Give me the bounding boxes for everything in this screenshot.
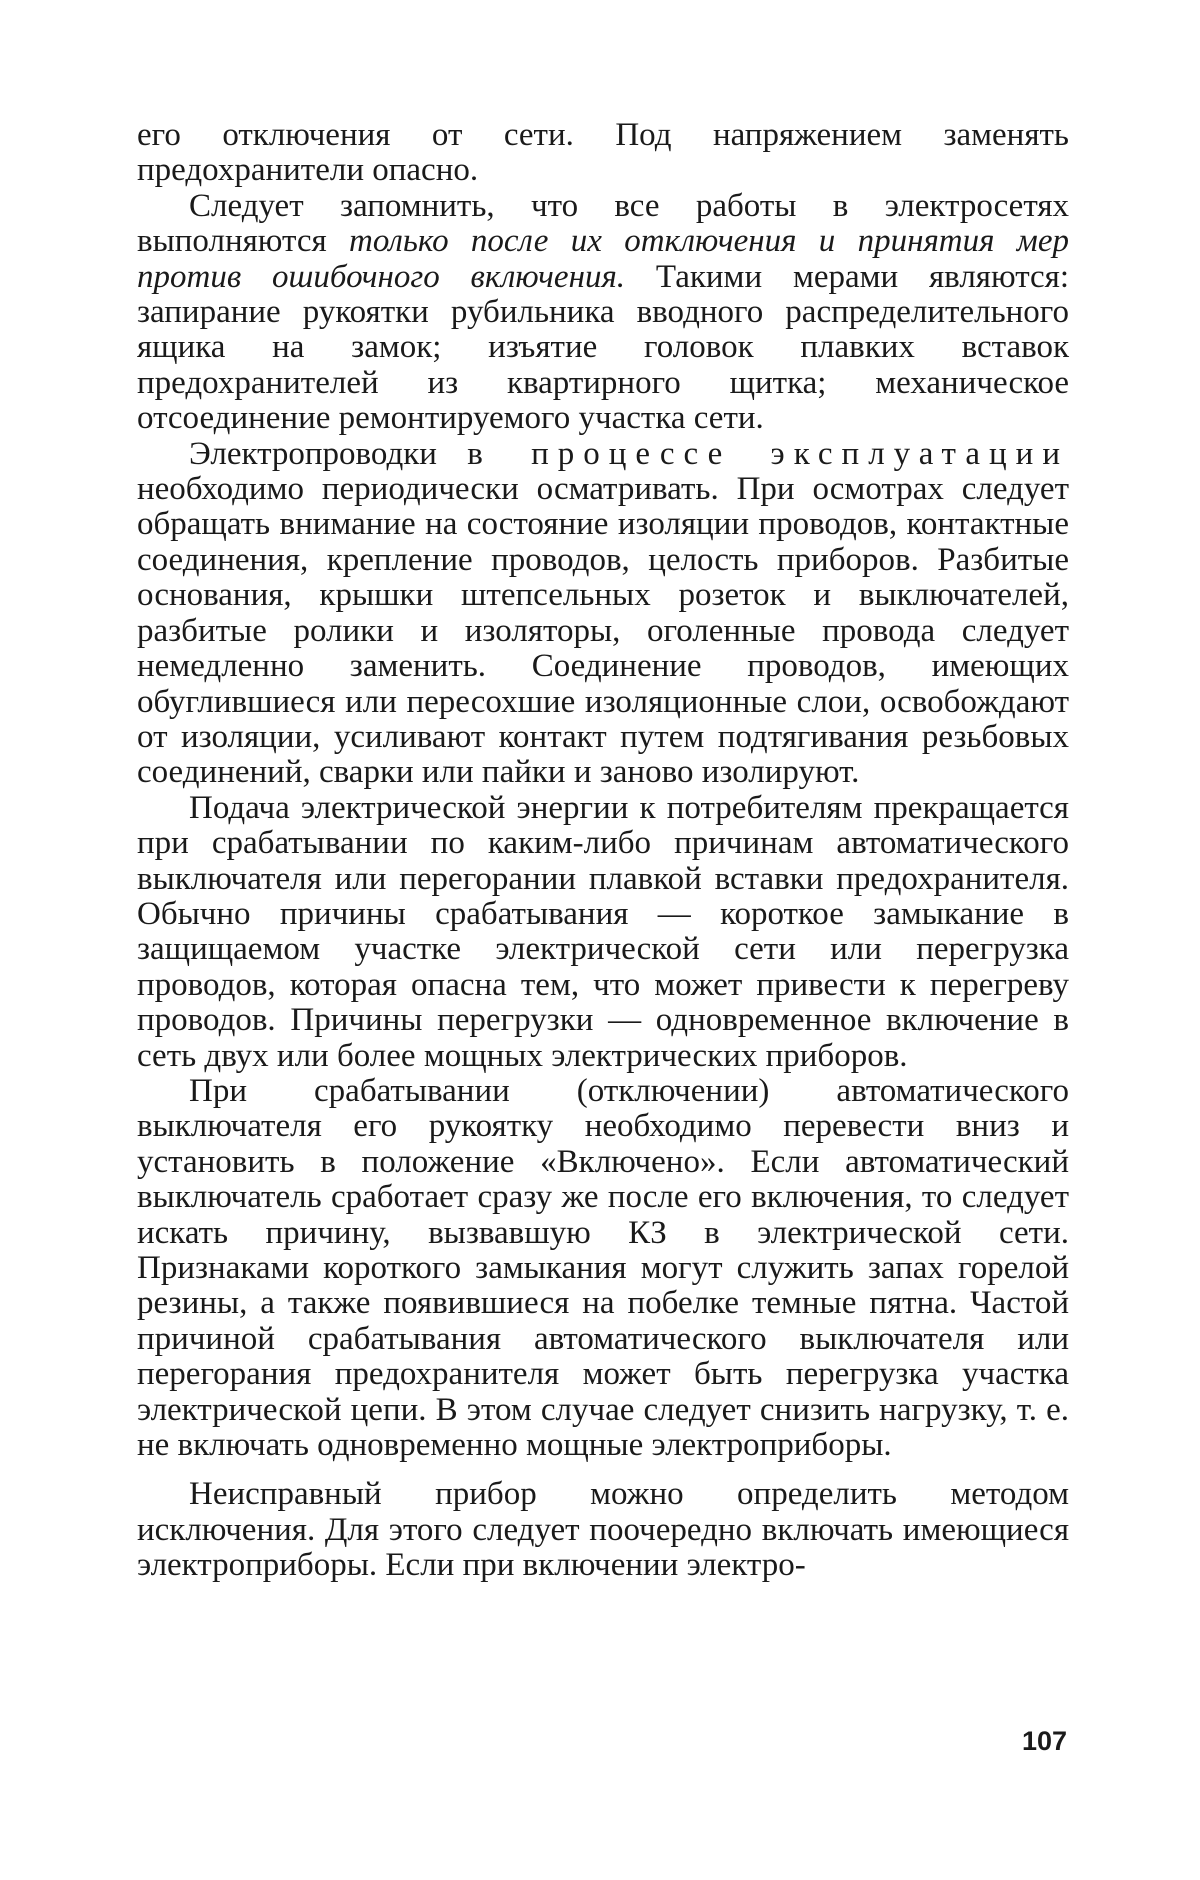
paragraph-2-italic-emphasis: только после их отключения и принятия мер против ошибочного включения. [137, 223, 1070, 295]
paragraph-6: Неисправный прибор можно определить методом исключения. Для этого следует поочередно включать имеющиеся электроприборы. Если при включении электро- [137, 1476, 1069, 1584]
page-number: 107 [1022, 1726, 1068, 1756]
paragraph-1: его отключения от сети. Под напряжением заменять предохранители опасно. [137, 117, 1069, 189]
paragraph-2-text-end: Такими мерами являются: запирание рукоятки рубильника вводного распределительного ящика на замок; изъятие головок плавких вставок предохранителей из квартирного щитка; механическое отсоединение ремонтируемого участка сети. [137, 258, 1070, 437]
paragraph-2-text-start: Следует запомнить, что все работы в электросетях выполняются [137, 187, 1069, 260]
paragraph-3-spaced-emphasis: в процессе эксплуатации [467, 435, 1069, 472]
paragraph-3-text-start: Электропроводки [189, 435, 468, 472]
paragraph-2 [137, 189, 1069, 437]
page-body [137, 118, 1069, 1584]
paragraph-3 [137, 437, 1069, 791]
paragraph-5: При срабатывании (отключении) автоматического выключателя его рукоятку необходимо перевести вниз и установить в положение «Включено». Если автоматический выключатель сработает сразу же после его включения, то следует искать причину, вызвавшую КЗ в электрической сети. Признаками короткого замыкания могут служить запах горелой резины, а также появившиеся на побелке темные пятна. Частой причиной срабатывания автоматического выключателя или перегорания предохранителя может быть перегрузка участка электрической цепи. В этом случае следует снизить нагрузку, т. е. не включать одновременно мощные электроприборы. [137, 1072, 1069, 1464]
paragraph-3-text-end: необходимо периодически осматривать. При осмотрах следует обращать внимание на состояние изоляции проводов, контактные соединения, крепление проводов, целость приборов. Разбитые основания, крышки штепсельных розеток и выключателей, разбитые ролики и изоляторы, оголенные провода следует немедленно заменить. Соединение проводов, имеющих обуглившиеся или пересохшие изоляционные слои, освобождают от изоляции, усиливают контакт путем подтягивания резьбовых соединений, сварки или пайки и заново изолируют. [137, 471, 1069, 791]
paragraph-4: Подача электрической энергии к потребителям прекращается при срабатывании по каким-либо причинам автоматического выключателя или перегорании плавкой вставки предохранителя. Обычно причины срабатывания — короткое замыкание в защищаемом участке электрической сети или перегрузка проводов, которая опасна тем, что может привести к перегреву проводов. Причины перегрузки — одновременное включение в сеть двух или более мощных электрических приборов. [137, 789, 1069, 1074]
